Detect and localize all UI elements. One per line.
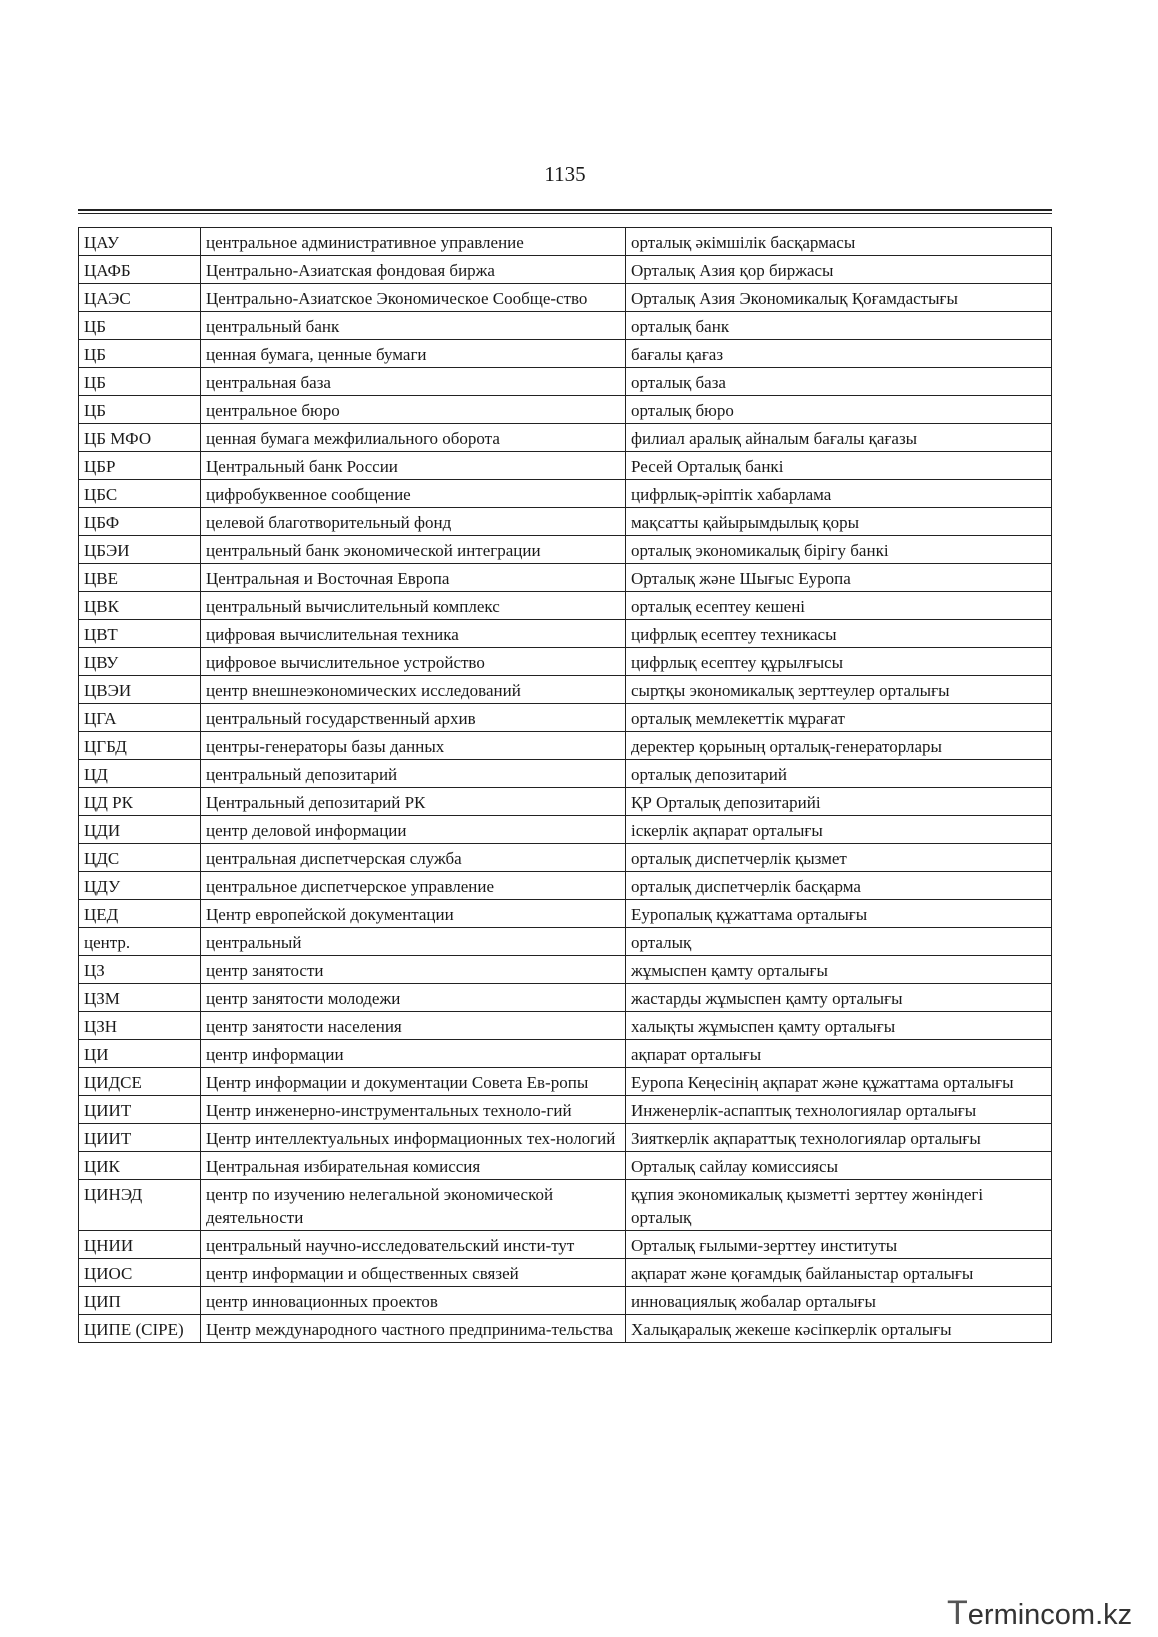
- table-row: [79, 788, 1052, 816]
- kazakh-term-cell: орталық бюро: [626, 396, 1052, 424]
- table-row: [79, 1259, 1052, 1287]
- russian-term-cell: центральное бюро: [201, 396, 626, 424]
- kazakh-term-cell: орталық депозитарий: [626, 760, 1052, 788]
- russian-term-cell: Центральная избирательная комиссия: [201, 1152, 626, 1180]
- table-row: [79, 704, 1052, 732]
- russian-term-cell: целевой благотворительный фонд: [201, 508, 626, 536]
- russian-term-cell: центр информации: [201, 1040, 626, 1068]
- russian-term-cell: центральная диспетчерская служба: [201, 844, 626, 872]
- table-row: [79, 312, 1052, 340]
- table-row: [79, 1315, 1052, 1343]
- abbreviation-cell: ЦБ: [79, 396, 201, 424]
- table-row: [79, 396, 1052, 424]
- abbreviation-cell: ЦАЭС: [79, 284, 201, 312]
- table-row: [79, 368, 1052, 396]
- kazakh-term-cell: Орталық Азия қор биржасы: [626, 256, 1052, 284]
- table-row: [79, 452, 1052, 480]
- abbreviation-cell: ЦЗ: [79, 956, 201, 984]
- kazakh-term-cell: деректер қорының орталық-генераторлары: [626, 732, 1052, 760]
- table-row: [79, 620, 1052, 648]
- kazakh-term-cell: ҚР Орталық депозитарийі: [626, 788, 1052, 816]
- abbreviation-cell: ЦВЕ: [79, 564, 201, 592]
- table-row: [79, 928, 1052, 956]
- table-row: [79, 956, 1052, 984]
- kazakh-term-cell: ақпарат және қоғамдық байланыстар орталығы: [626, 1259, 1052, 1287]
- kazakh-term-cell: филиал аралық айналым бағалы қағазы: [626, 424, 1052, 452]
- russian-term-cell: Центральная и Восточная Европа: [201, 564, 626, 592]
- abbreviation-cell: ЦЕД: [79, 900, 201, 928]
- russian-term-cell: центральное диспетчерское управление: [201, 872, 626, 900]
- kazakh-term-cell: Еуропалық құжаттама орталығы: [626, 900, 1052, 928]
- glossary-table: [78, 227, 1052, 1343]
- table-row: [79, 228, 1052, 256]
- kazakh-term-cell: мақсатты қайырымдылық қоры: [626, 508, 1052, 536]
- termincom-logo: Termincom.kz: [947, 1594, 1133, 1632]
- kazakh-term-cell: құпия экономикалық қызметті зерттеу жөніндегі орталық: [626, 1180, 1052, 1231]
- abbreviation-cell: ЦВК: [79, 592, 201, 620]
- russian-term-cell: центр занятости: [201, 956, 626, 984]
- table-row: [79, 648, 1052, 676]
- russian-term-cell: центры-генераторы базы данных: [201, 732, 626, 760]
- table-row: [79, 760, 1052, 788]
- russian-term-cell: центр инновационных проектов: [201, 1287, 626, 1315]
- table-row: [79, 1012, 1052, 1040]
- russian-term-cell: центральный банк экономической интеграции: [201, 536, 626, 564]
- russian-term-cell: Центр инженерно-инструментальных техноло-гий: [201, 1096, 626, 1124]
- russian-term-cell: цифробуквенное сообщение: [201, 480, 626, 508]
- abbreviation-cell: ЦБ: [79, 312, 201, 340]
- abbreviation-cell: ЦИОС: [79, 1259, 201, 1287]
- russian-term-cell: цифровое вычислительное устройство: [201, 648, 626, 676]
- table-row: [79, 732, 1052, 760]
- kazakh-term-cell: Халықаралық жекеше кәсіпкерлік орталығы: [626, 1315, 1052, 1343]
- table-row: [79, 1068, 1052, 1096]
- kazakh-term-cell: Инженерлік-аспаптық технологиялар орталығы: [626, 1096, 1052, 1124]
- kazakh-term-cell: жұмыспен қамту орталығы: [626, 956, 1052, 984]
- table-row: [79, 1152, 1052, 1180]
- abbreviation-cell: ЦАФБ: [79, 256, 201, 284]
- russian-term-cell: центральный депозитарий: [201, 760, 626, 788]
- russian-term-cell: центральный вычислительный комплекс: [201, 592, 626, 620]
- abbreviation-cell: ЦИК: [79, 1152, 201, 1180]
- russian-term-cell: центр по изучению нелегальной экономической деятельности: [201, 1180, 626, 1231]
- russian-term-cell: центр информации и общественных связей: [201, 1259, 626, 1287]
- abbreviation-cell: ЦИ: [79, 1040, 201, 1068]
- table-row: [79, 284, 1052, 312]
- table-row: [79, 536, 1052, 564]
- russian-term-cell: центральная база: [201, 368, 626, 396]
- table-row: [79, 872, 1052, 900]
- russian-term-cell: Центрально-Азиатская фондовая биржа: [201, 256, 626, 284]
- table-row: [79, 1231, 1052, 1259]
- abbreviation-cell: ЦД РК: [79, 788, 201, 816]
- russian-term-cell: Центральный депозитарий РК: [201, 788, 626, 816]
- russian-term-cell: Центральный банк России: [201, 452, 626, 480]
- abbreviation-cell: ЦДИ: [79, 816, 201, 844]
- russian-term-cell: центр деловой информации: [201, 816, 626, 844]
- kazakh-term-cell: цифрлық есептеу құрылғысы: [626, 648, 1052, 676]
- abbreviation-cell: ЦИНЭД: [79, 1180, 201, 1231]
- kazakh-term-cell: бағалы қағаз: [626, 340, 1052, 368]
- abbreviation-cell: ЦИПЕ (CIPE): [79, 1315, 201, 1343]
- kazakh-term-cell: цифрлық есептеу техникасы: [626, 620, 1052, 648]
- table-row: [79, 508, 1052, 536]
- abbreviation-cell: ЦНИИ: [79, 1231, 201, 1259]
- abbreviation-cell: ЦД: [79, 760, 201, 788]
- russian-term-cell: центральный: [201, 928, 626, 956]
- abbreviation-cell: ЦДС: [79, 844, 201, 872]
- kazakh-term-cell: орталық база: [626, 368, 1052, 396]
- abbreviation-cell: ЦБЭИ: [79, 536, 201, 564]
- abbreviation-cell: ЦЗН: [79, 1012, 201, 1040]
- abbreviation-cell: ЦБ МФО: [79, 424, 201, 452]
- abbreviation-cell: ЦИДСЕ: [79, 1068, 201, 1096]
- abbreviation-cell: ЦИП: [79, 1287, 201, 1315]
- abbreviation-cell: ЦЗМ: [79, 984, 201, 1012]
- russian-term-cell: центральный банк: [201, 312, 626, 340]
- table-row: [79, 984, 1052, 1012]
- table-row: [79, 340, 1052, 368]
- russian-term-cell: Центр интеллектуальных информационных тех-нологий: [201, 1124, 626, 1152]
- page-number: 1135: [544, 162, 586, 186]
- russian-term-cell: Центр европейской документации: [201, 900, 626, 928]
- glossary-body: [79, 228, 1052, 1343]
- table-row: [79, 900, 1052, 928]
- kazakh-term-cell: орталық диспетчерлік басқарма: [626, 872, 1052, 900]
- russian-term-cell: Центр международного частного предпринима-тельства: [201, 1315, 626, 1343]
- abbreviation-cell: ЦГБД: [79, 732, 201, 760]
- abbreviation-cell: ЦБС: [79, 480, 201, 508]
- abbreviation-cell: ЦБ: [79, 368, 201, 396]
- russian-term-cell: ценная бумага межфилиального оборота: [201, 424, 626, 452]
- kazakh-term-cell: орталық мемлекеттік мұрағат: [626, 704, 1052, 732]
- kazakh-term-cell: инновациялық жобалар орталығы: [626, 1287, 1052, 1315]
- abbreviation-cell: ЦВУ: [79, 648, 201, 676]
- table-row: [79, 816, 1052, 844]
- kazakh-term-cell: орталық есептеу кешені: [626, 592, 1052, 620]
- table-row: [79, 1287, 1052, 1315]
- table-row: [79, 676, 1052, 704]
- header-rule-thin: [78, 213, 1052, 214]
- abbreviation-cell: ЦИИТ: [79, 1096, 201, 1124]
- russian-term-cell: центральное административное управление: [201, 228, 626, 256]
- kazakh-term-cell: Еуропа Кеңесінің ақпарат және құжаттама орталығы: [626, 1068, 1052, 1096]
- abbreviation-cell: центр.: [79, 928, 201, 956]
- abbreviation-cell: ЦБР: [79, 452, 201, 480]
- kazakh-term-cell: сыртқы экономикалық зерттеулер орталығы: [626, 676, 1052, 704]
- table-row: [79, 256, 1052, 284]
- kazakh-term-cell: орталық экономикалық бірігу банкі: [626, 536, 1052, 564]
- abbreviation-cell: ЦВЭИ: [79, 676, 201, 704]
- russian-term-cell: центральный научно-исследовательский инсти-тут: [201, 1231, 626, 1259]
- kazakh-term-cell: Зияткерлік ақпараттық технологиялар орталығы: [626, 1124, 1052, 1152]
- kazakh-term-cell: орталық әкімшілік басқармасы: [626, 228, 1052, 256]
- russian-term-cell: центр занятости молодежи: [201, 984, 626, 1012]
- table-row: [79, 1124, 1052, 1152]
- kazakh-term-cell: жастарды жұмыспен қамту орталығы: [626, 984, 1052, 1012]
- table-row: [79, 480, 1052, 508]
- abbreviation-cell: ЦГА: [79, 704, 201, 732]
- kazakh-term-cell: халықты жұмыспен қамту орталығы: [626, 1012, 1052, 1040]
- kazakh-term-cell: орталық банк: [626, 312, 1052, 340]
- kazakh-term-cell: Орталық Азия Экономикалық Қоғамдастығы: [626, 284, 1052, 312]
- kazakh-term-cell: Орталық сайлау комиссиясы: [626, 1152, 1052, 1180]
- abbreviation-cell: ЦДУ: [79, 872, 201, 900]
- russian-term-cell: центр внешнеэкономических исследований: [201, 676, 626, 704]
- table-row: [79, 1096, 1052, 1124]
- abbreviation-cell: ЦВТ: [79, 620, 201, 648]
- table-row: [79, 1180, 1052, 1231]
- table-row: [79, 424, 1052, 452]
- russian-term-cell: ценная бумага, ценные бумаги: [201, 340, 626, 368]
- russian-term-cell: цифровая вычислительная техника: [201, 620, 626, 648]
- kazakh-term-cell: Ресей Орталық банкі: [626, 452, 1052, 480]
- abbreviation-cell: ЦБ: [79, 340, 201, 368]
- abbreviation-cell: ЦИИТ: [79, 1124, 201, 1152]
- header-rule-thick: [78, 209, 1052, 211]
- table-row: [79, 592, 1052, 620]
- table-row: [79, 1040, 1052, 1068]
- kazakh-term-cell: ақпарат орталығы: [626, 1040, 1052, 1068]
- russian-term-cell: центральный государственный архив: [201, 704, 626, 732]
- kazakh-term-cell: орталық: [626, 928, 1052, 956]
- kazakh-term-cell: Орталық және Шығыс Еуропа: [626, 564, 1052, 592]
- table-row: [79, 564, 1052, 592]
- russian-term-cell: Центр информации и документации Совета Ев-ропы: [201, 1068, 626, 1096]
- russian-term-cell: центр занятости населения: [201, 1012, 626, 1040]
- kazakh-term-cell: Орталық ғылыми-зерттеу институты: [626, 1231, 1052, 1259]
- abbreviation-cell: ЦБФ: [79, 508, 201, 536]
- kazakh-term-cell: орталық диспетчерлік қызмет: [626, 844, 1052, 872]
- table-row: [79, 844, 1052, 872]
- kazakh-term-cell: цифрлық-әріптік хабарлама: [626, 480, 1052, 508]
- kazakh-term-cell: іскерлік ақпарат орталығы: [626, 816, 1052, 844]
- russian-term-cell: Центрально-Азиатское Экономическое Сообще-ство: [201, 284, 626, 312]
- abbreviation-cell: ЦАУ: [79, 228, 201, 256]
